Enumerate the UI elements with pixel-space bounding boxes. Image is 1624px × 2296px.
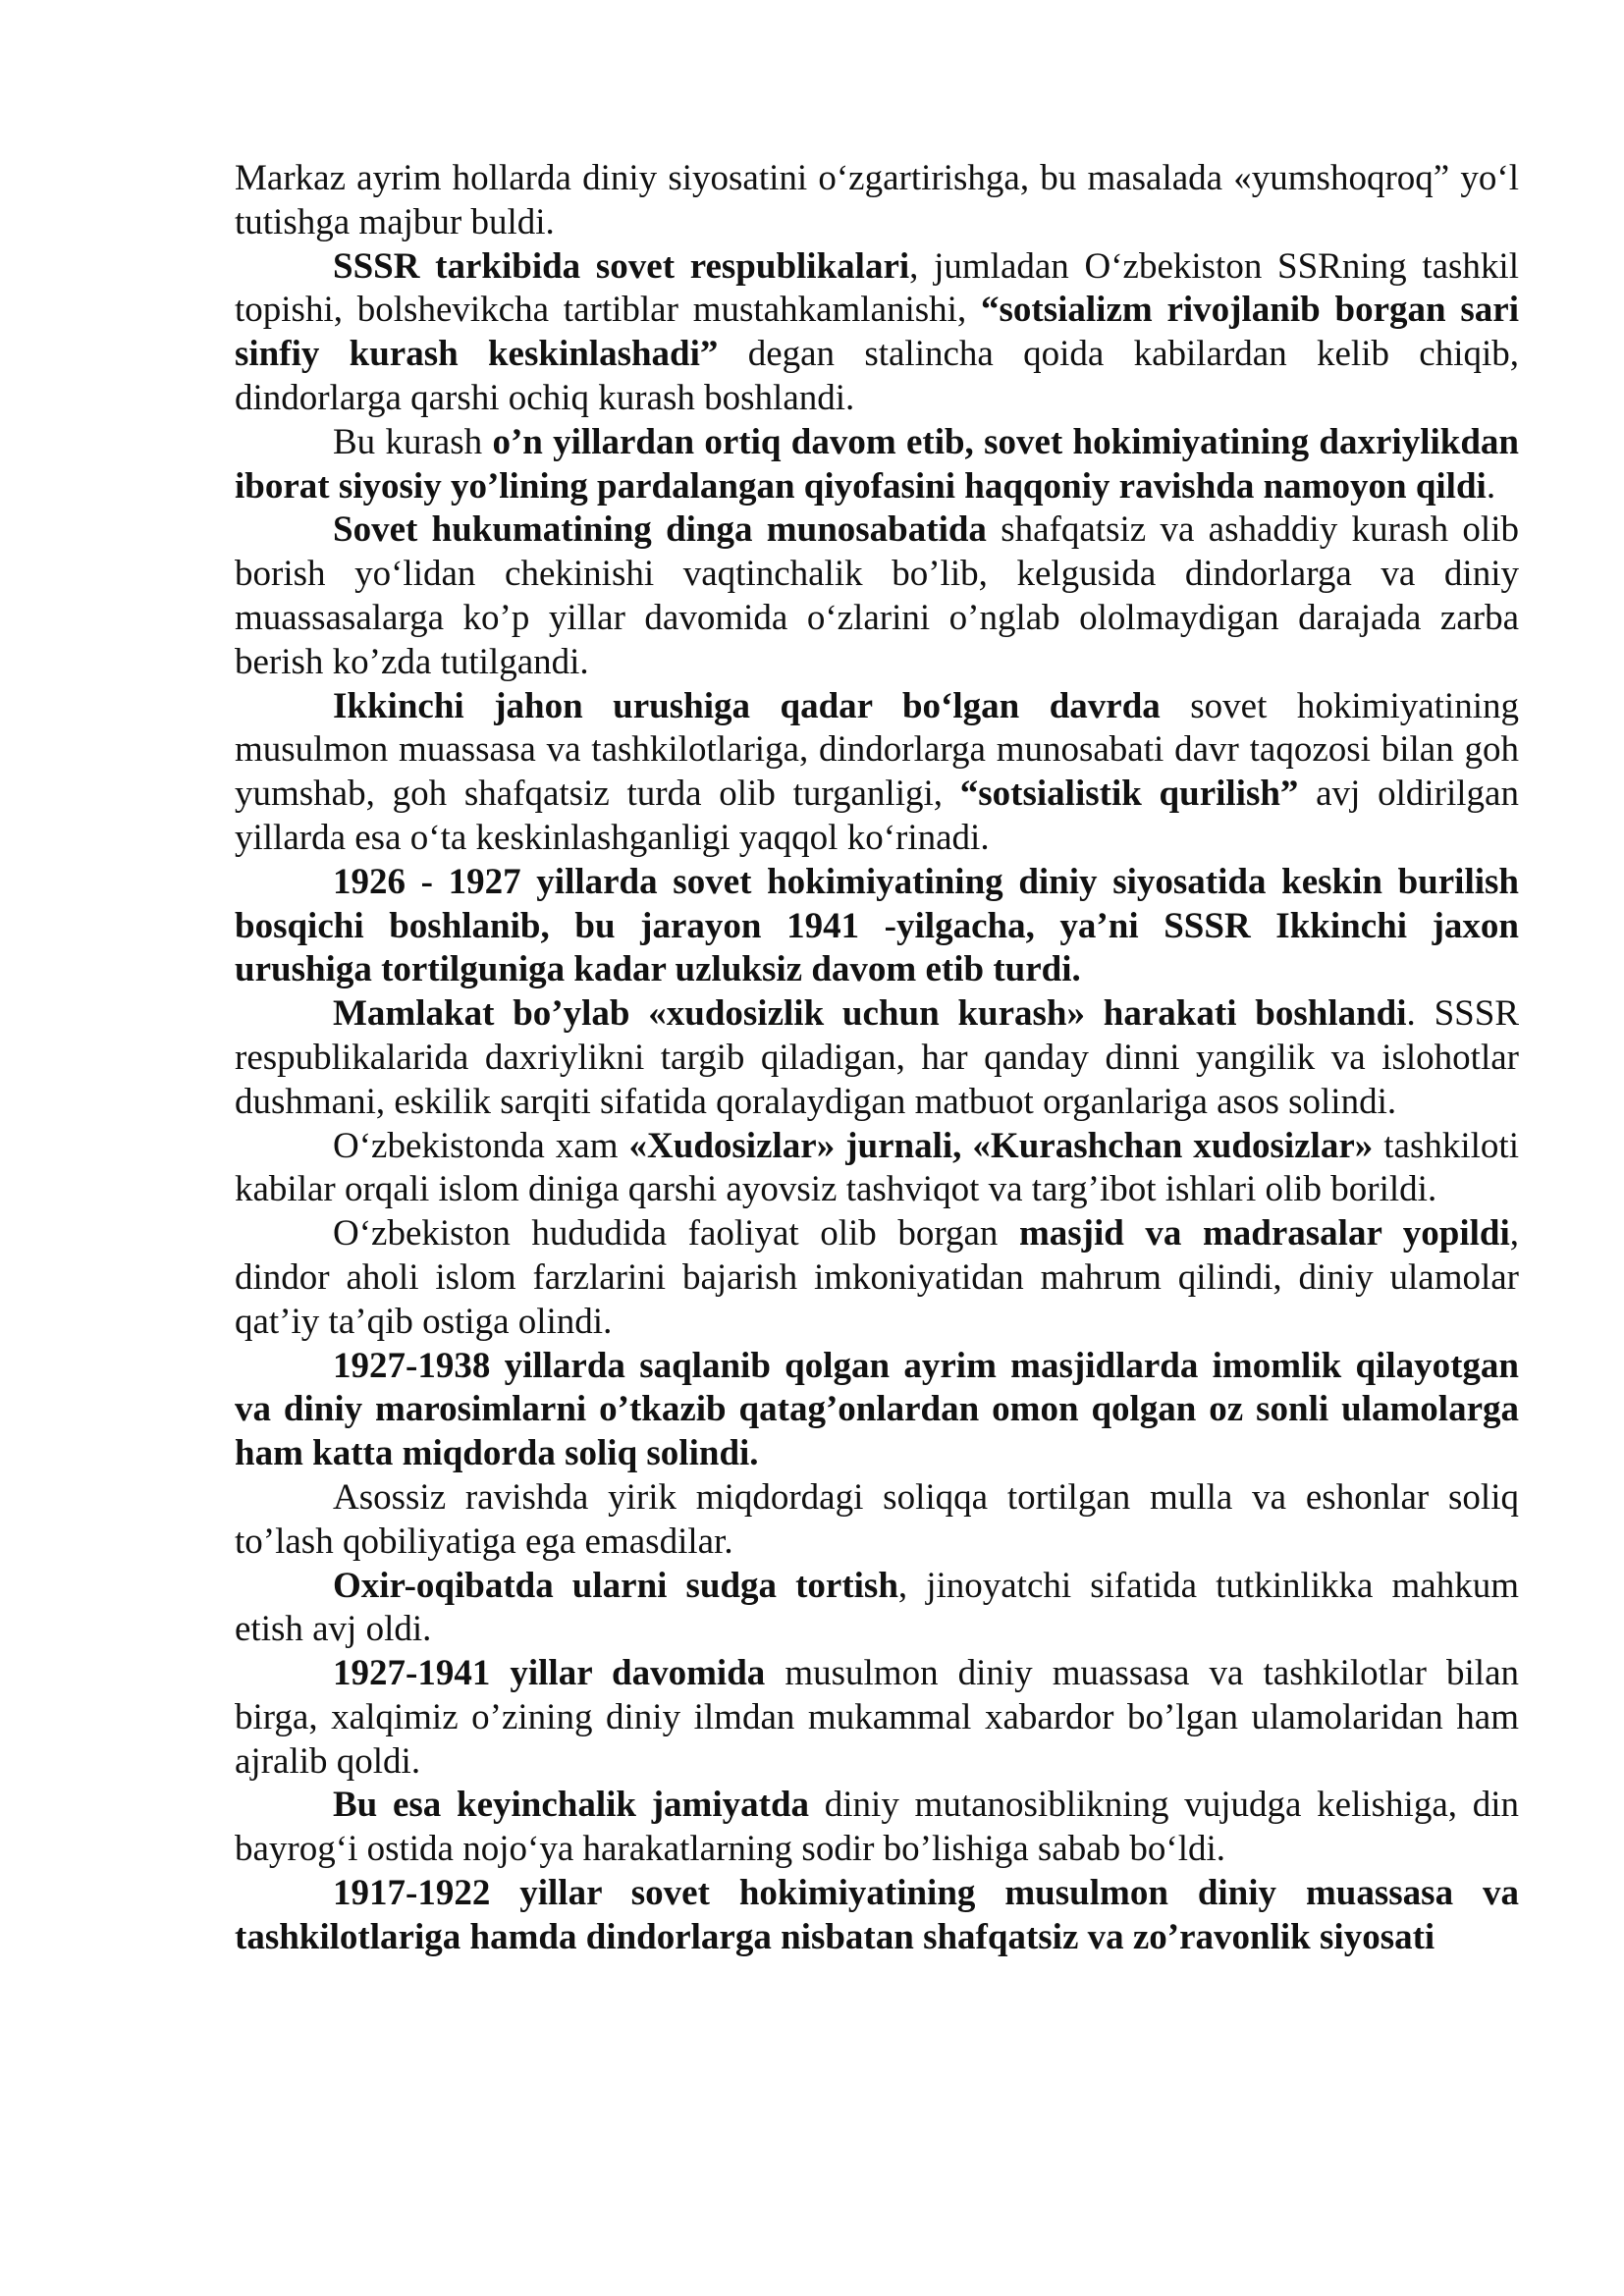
text-run: . SSSR respublikalarida daxriylikni targib qiladigan, har qanday dinni yangilik va islohotlar dushmani, eskilik sarqiti sifatida qoralaydigan matbuot organlariga asos solindi. <box>235 993 1519 1122</box>
text-run: musulmon diniy muassasa va tashkilotlar bilan birga, xalqimiz o’zining diniy ilmdan mukammal xabardor bo’lgan ulamolaridan ham ajralib qoldi. <box>235 1653 1519 1782</box>
paragraph <box>235 1652 1519 1784</box>
paragraph <box>235 861 1519 992</box>
bold-text: “sotsializm rivojlanib borgan sari sinfiy kurash keskinlashadi” <box>235 290 1519 375</box>
text-run: Bu kurash <box>333 421 493 462</box>
text-run: tashkiloti kabilar orqali islom diniga qarshi ayovsiz tashviqot va targ’ibot ishlari olib borildi. <box>235 1125 1519 1210</box>
bold-text: 1927-1941 yillar davomida <box>333 1653 766 1694</box>
paragraph <box>235 421 1519 509</box>
text-run: sovet hokimiyatining musulmon muassasa va tashkilotlariga, dindorlarga munosabati davr taqozosi bilan goh yumshab, goh shafqatsiz turda olib turganligi, <box>235 685 1519 815</box>
paragraph <box>235 1345 1519 1476</box>
paragraph <box>235 1212 1519 1344</box>
bold-text: 1917-1922 yillar sovet hokimiyatining musulmon diniy muassasa va tashkilotlariga hamda dindorlarga nisbatan shafqatsiz va zo’ravonlik siyosati <box>235 1873 1519 1957</box>
text-run: O‘zbekistonda xam <box>333 1125 629 1166</box>
text-run: degan stalincha qoida kabilardan kelib chiqib, dindorlarga qarshi ochiq kurash boshlandi. <box>235 334 1519 418</box>
text-run: avj oldirilgan yillarda esa o‘ta keskinlashganligi yaqqol ko‘rinadi. <box>235 774 1519 858</box>
text-run: , dindor aholi islom farzlarini bajarish imkoniyatidan mahrum qilindi, diniy ulamolar qat’iy ta’qib ostiga olindi. <box>235 1213 1520 1342</box>
bold-text: Sovet hukumatining dinga munosabatida <box>333 509 987 551</box>
paragraph <box>235 992 1519 1124</box>
bold-text: Ikkinchi jahon urushiga qadar bo‘lgan davrda <box>333 685 1161 726</box>
paragraph <box>235 1125 1519 1213</box>
paragraph <box>235 1784 1519 1872</box>
text-run: . <box>1486 465 1496 507</box>
bold-text: SSSR tarkibida sovet respublikalari <box>333 245 910 287</box>
bold-text: 1926 - 1927 yillarda sovet hokimiyatining diniy siyosatida keskin burilish bosqichi boshlanib, bu jarayon 1941 -yilgacha, ya’ni SSSR Ikkinchi jaxon urushiga tortilguniga kadar uzluksiz davom etib turdi. <box>235 861 1519 990</box>
paragraph <box>235 1476 1519 1565</box>
paragraph <box>235 157 1519 245</box>
bold-text: Mamlakat bo’ylab «xudosizlik uchun kurash» harakati boshlandi <box>333 993 1407 1035</box>
bold-text: o’n yillardan ortiq davom etib, sovet hokimiyatining daxriylikdan iborat siyosiy yo’lining pardalangan qiyofasini haqqoniy ravishda namoyon qildi <box>235 421 1519 507</box>
document-page <box>235 157 1519 1960</box>
paragraph <box>235 685 1519 861</box>
text-run: diniy mutanosiblikning vujudga kelishiga, din bayrog‘i ostida nojo‘ya harakatlarning sodir bo’lishiga sabab bo‘ldi. <box>235 1785 1519 1870</box>
paragraph <box>235 1565 1519 1653</box>
text-run: Asossiz ravishda yirik miqdordagi soliqqa tortilgan mulla va eshonlar soliq to’lash qobiliyatiga ega emasdilar. <box>235 1476 1519 1562</box>
bold-text: Oxir-oqibatda ularni sudga tortish <box>333 1565 898 1606</box>
bold-text: «Xudosizlar» jurnali, «Kurashchan xudosizlar» <box>628 1125 1374 1166</box>
bold-text: “sotsialistik qurilish” <box>959 774 1299 815</box>
bold-text: 1927-1938 yillarda saqlanib qolgan ayrim masjidlarda imomlik qilayotgan va diniy marosimlarni o’tkazib qatag’onlardan omon qolgan oz sonli ulamolarga ham katta miqdorda soliq solindi. <box>235 1345 1519 1474</box>
paragraph <box>235 508 1519 684</box>
bold-text: masjid va madrasalar yopildi <box>1018 1213 1510 1255</box>
paragraph <box>235 1872 1519 1960</box>
bold-text: Bu esa keyinchalik jamiyatda <box>333 1785 810 1826</box>
text-run: Markaz ayrim hollarda diniy siyosatini o‘zgartirishga, bu masalada «yumshoqroq” yo‘l tutishga majbur buldi. <box>235 158 1519 242</box>
text-run: shafqatsiz va ashaddiy kurash olib borish yo‘lidan chekinishi vaqtinchalik bo’lib, kelgusida dindorlarga va diniy muassasalarga ko’p yillar davomida o‘zlarini o’nglab ololmaydigan darajada zarba berish ko’zda tutilgandi. <box>235 509 1519 682</box>
text-run: , jinoyatchi sifatida tutkinlikka mahkum etish avj oldi. <box>235 1565 1519 1650</box>
paragraph <box>235 245 1519 421</box>
text-run: O‘zbekiston hududida faoliyat olib borgan <box>333 1213 1019 1255</box>
text-run: , jumladan O‘zbekiston SSRning tashkil topishi, bolshevikcha tartiblar mustahkamlanishi, <box>235 245 1519 331</box>
